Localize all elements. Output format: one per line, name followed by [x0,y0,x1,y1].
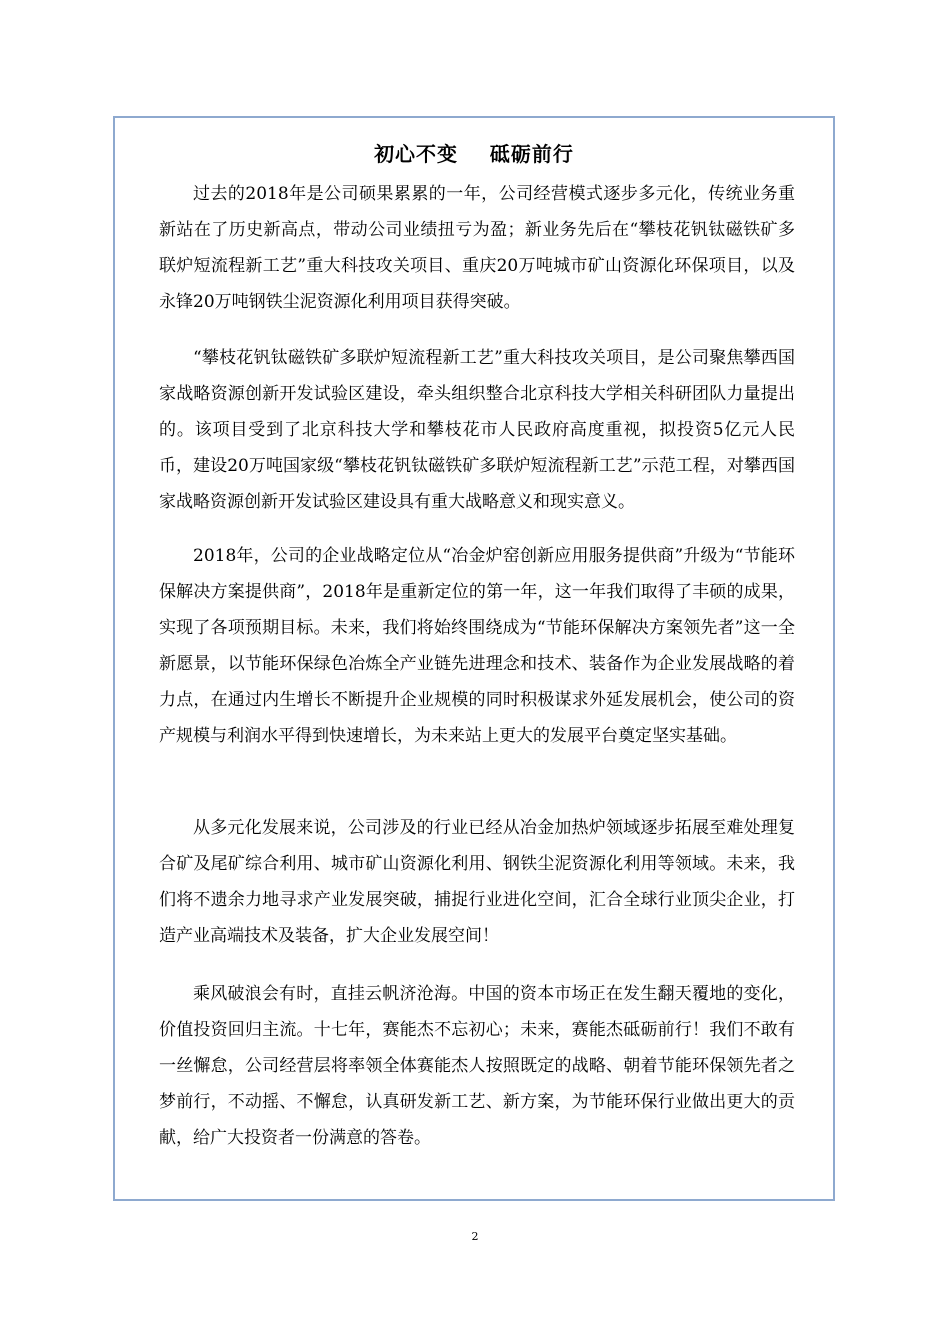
paragraph-4: 从多元化发展来说，公司涉及的行业已经从冶金加热炉领域逐步拓展至难处理复合矿及尾矿综合利用、城市矿山资源化利用、钢铁尘泥资源化利用等领域。未来，我们将不遗余力地寻求产业发展突破，捕捉行业进化空间，汇合全球行业顶尖企业，打造产业高端技术及装备，扩大企业发展空间！ [159,818,795,946]
paragraph-5: 乘风破浪会有时，直挂云帆济沧海。中国的资本市场正在发生翻天覆地的变化，价值投资回归主流。十七年，赛能杰不忘初心；未来，赛能杰砥砺前行！我们不敢有一丝懈怠，公司经营层将率领全体赛能杰人按照既定的战略、朝着节能环保领先者之梦前行，不动摇、不懈怠，认真研发新工艺、新方案，为节能环保行业做出更大的贡献，给广大投资者一份满意的答卷。 [159,984,795,1148]
page-number: 2 [471,1230,479,1243]
paragraph-1: 过去的2018年是公司硕果累累的一年，公司经营模式逐步多元化，传统业务重新站在了历史新高点，带动公司业绩扭亏为盈；新业务先后在“攀枝花钒钛磁铁矿多联炉短流程新工艺”重大科技攻关项目、重庆20万吨城市矿山资源化环保项目，以及永锋20万吨钢铁尘泥资源化利用项目获得突破。 [159,184,795,312]
content-frame [113,116,835,1201]
paragraph-3: 2018年，公司的企业战略定位从“冶金炉窑创新应用服务提供商”升级为“节能环保解决方案提供商”，2018年是重新定位的第一年，这一年我们取得了丰硕的成果，实现了各项预期目标。未来，我们将始终围绕成为“节能环保解决方案领先者”这一全新愿景，以节能环保绿色冶炼全产业链先进理念和技术、装备作为企业发展战略的着力点，在通过内生增长不断提升企业规模的同时积极谋求外延发展机会，使公司的资产规模与利润水平得到快速增长，为未来站上更大的发展平台奠定坚实基础。 [159,546,795,746]
page-title: 初心不变 砥砺前行 [374,142,574,166]
paragraph-2: “攀枝花钒钛磁铁矿多联炉短流程新工艺”重大科技攻关项目，是公司聚焦攀西国家战略资源创新开发试验区建设，牵头组织整合北京科技大学相关科研团队力量提出的。该项目受到了北京科技大学和攀枝花市人民政府高度重视，拟投资5亿元人民币，建设20万吨国家级“攀枝花钒钛磁铁矿多联炉短流程新工艺”示范工程，对攀西国家战略资源创新开发试验区建设具有重大战略意义和现实意义。 [159,348,795,512]
